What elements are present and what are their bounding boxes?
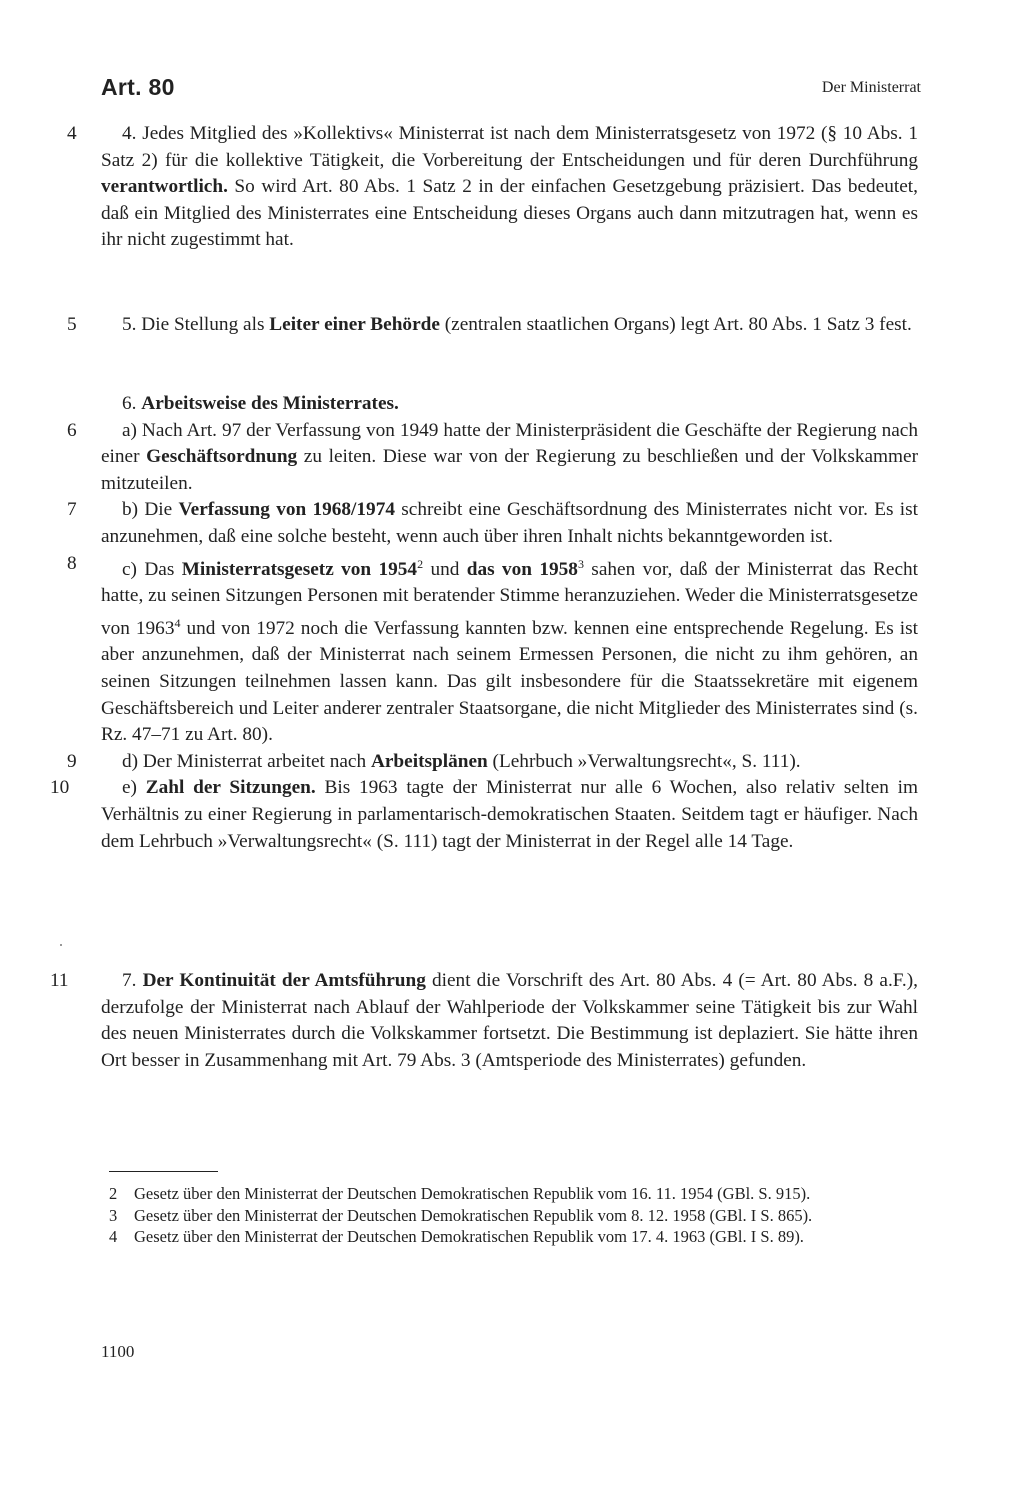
footnote-text: Gesetz über den Ministerrat der Deutschen Demokratischen Republik vom 17. 4. 1963 (GBl. I S. 89). xyxy=(134,1227,804,1247)
paragraph-block-4 xyxy=(67,121,918,254)
body-text: schreibt eine Geschäftsordnung des Ministerrates nicht vor. Es ist anzunehmen, daß eine solche besteht, wenn auch über ihren Inhalt nichts bekanntgeworden ist. xyxy=(101,499,918,547)
margin-number: 5 xyxy=(67,314,77,335)
paragraph xyxy=(50,775,918,855)
paragraph-block-5 xyxy=(67,312,918,339)
margin-number: 7 xyxy=(67,499,77,521)
body-text: 5. Die Stellung als xyxy=(122,314,270,335)
emphasis-text: das von 1958 xyxy=(466,558,578,580)
body-text: und von 1972 noch die Verfassung kannten bzw. kennen eine entsprechende Regelung. Es ist aber anzunehmen, daß der Ministerrat nach seinem Ermessen Personen, die nicht zu ihm gehören, an seinen Sitzungen teilnehmen lassen kann. Das gilt insbesondere für die Staatssekretäre mit eigenem Geschäftsbereich und Leiter anderer zentraler Staatsorgane, die nicht Mitglieder des Ministerrates sind (s. Rz. 47–71 zu Art. 80). xyxy=(101,617,918,746)
body-text: (zentralen staatlichen Organs) legt Art. 80 Abs. 1 Satz 3 fest. xyxy=(439,314,912,335)
footnote-reference: 4 xyxy=(174,615,181,630)
body-text: Bis 1963 tagte der Ministerrat nur alle 6 Wochen, also relativ selten im Verhältnis zu einer Regierung in parlamentarisch-demokratischen Staaten. Seitdem tagt er häufiger. Nach dem Lehrbuch »Verwaltungsrecht« (S. 111) tagt der Ministerrat in der Regel alle 14 Tage. xyxy=(101,777,918,852)
body-text: zu leiten. Diese war von der Regierung zu beschließen und der Volkskammer mitzuteilen. xyxy=(101,446,918,494)
footnote-number: 4 xyxy=(109,1227,118,1247)
emphasis-text: Der Kontinuität der Amtsführung xyxy=(142,970,426,991)
paragraph-block-11 xyxy=(50,968,918,1074)
print-speck xyxy=(60,944,62,946)
emphasis-text: Ministerratsgesetz von 1954 xyxy=(181,558,418,580)
body-text: d) Der Ministerrat arbeitet nach xyxy=(122,750,371,772)
body-text: 6. xyxy=(122,393,142,414)
paragraph xyxy=(67,749,918,776)
footnote-text: Gesetz über den Ministerrat der Deutschen Demokratischen Republik vom 8. 12. 1958 (GBl. I S. 865). xyxy=(134,1205,813,1225)
body-text: So wird Art. 80 Abs. 1 Satz 2 in der einfachen Gesetzgebung präzisiert. Das bedeutet, daß ein Mitglied des Ministerrates eine Entscheidung dieses Organs auch dann mitzutragen hat, wenn es ihr nicht zugestimmt hat. xyxy=(101,176,918,251)
footnote xyxy=(109,1205,919,1227)
body-text: 4. Jedes Mitglied des »Kollektivs« Ministerrat ist nach dem Ministerratsgesetz von 1972 (§ 10 Abs. 1 Satz 2) für die kollektive Tätigkeit, die Vorbereitung der Entscheidungen und für deren Durchführung xyxy=(101,123,918,171)
footnote-number: 3 xyxy=(109,1205,118,1225)
footnote xyxy=(109,1183,919,1205)
emphasis-text: Zahl der Sitzungen. xyxy=(145,777,316,799)
emphasis-text: verantwortlich. xyxy=(101,176,228,198)
margin-number: 8 xyxy=(67,552,77,574)
margin-number: 11 xyxy=(50,970,69,991)
page-number: 1100 xyxy=(101,1342,135,1361)
body-text: dient die Vorschrift des Art. 80 Abs. 4 (= Art. 80 Abs. 8 a.F.), derzufolge der Ministerrat nach Ablauf der Wahlperiode der Volkskammer seine Tätigkeit bis zur Wahl des neuen Ministerrates durch die Volkskammer fortsetzt. Die Bestimmung ist deplaziert. Sie hätte ihren Ort besser in Zusammenhang mit Art. 79 Abs. 3 (Amtsperiode des Ministerrates) gefunden. xyxy=(101,970,918,1071)
paragraph xyxy=(67,418,918,498)
body-text: (Lehrbuch »Verwaltungsrecht«, S. 111). xyxy=(487,750,801,772)
body-text: 7. xyxy=(122,970,143,991)
margin-number: 4 xyxy=(67,123,77,144)
emphasis-text: Arbeitsweise des Ministerrates. xyxy=(141,393,399,414)
paragraph xyxy=(67,497,918,550)
body-text: e) xyxy=(122,777,146,799)
emphasis-text: Arbeitsplänen xyxy=(370,750,488,772)
footnote-reference: 2 xyxy=(417,556,424,571)
body-text: a) Nach Art. 97 der Verfassung von 1949 hatte der Ministerpräsident die Geschäfte der Regierung nach einer xyxy=(101,419,918,468)
paragraph xyxy=(67,551,919,749)
footnote-rule xyxy=(109,1171,218,1172)
footnote xyxy=(109,1226,919,1248)
section-heading xyxy=(101,391,918,418)
footnote-text: Gesetz über den Ministerrat der Deutschen Demokratischen Republik vom 16. 11. 1954 (GBl. S. 915). xyxy=(134,1184,811,1203)
emphasis-text: Geschäftsordnung xyxy=(146,446,298,468)
footnote-number: 2 xyxy=(109,1184,118,1203)
margin-number: 10 xyxy=(50,777,70,799)
body-text: b) Die xyxy=(122,499,179,521)
body-text: c) Das xyxy=(122,558,182,580)
paragraph xyxy=(67,121,918,254)
margin-number: 9 xyxy=(67,750,77,772)
body-text: und xyxy=(423,558,467,580)
margin-number: 6 xyxy=(67,419,77,441)
paragraph xyxy=(67,312,918,339)
emphasis-text: Leiter einer Behörde xyxy=(269,314,440,335)
footnote-reference: 3 xyxy=(577,556,584,571)
paragraph xyxy=(50,968,918,1074)
body-text: sahen vor, daß der Ministerrat das Recht hatte, zu seinen Sitzungen Personen mit beratender Stimme heranzuziehen. Weder die Ministerratsgesetze von 1963 xyxy=(101,558,919,639)
emphasis-text: Verfassung von 1968/1974 xyxy=(178,499,395,521)
paragraph-block-6-10 xyxy=(50,391,919,855)
footnotes xyxy=(109,1183,919,1248)
running-header: Der Ministerrat xyxy=(821,79,921,96)
article-heading: Art. 80 xyxy=(101,74,175,100)
